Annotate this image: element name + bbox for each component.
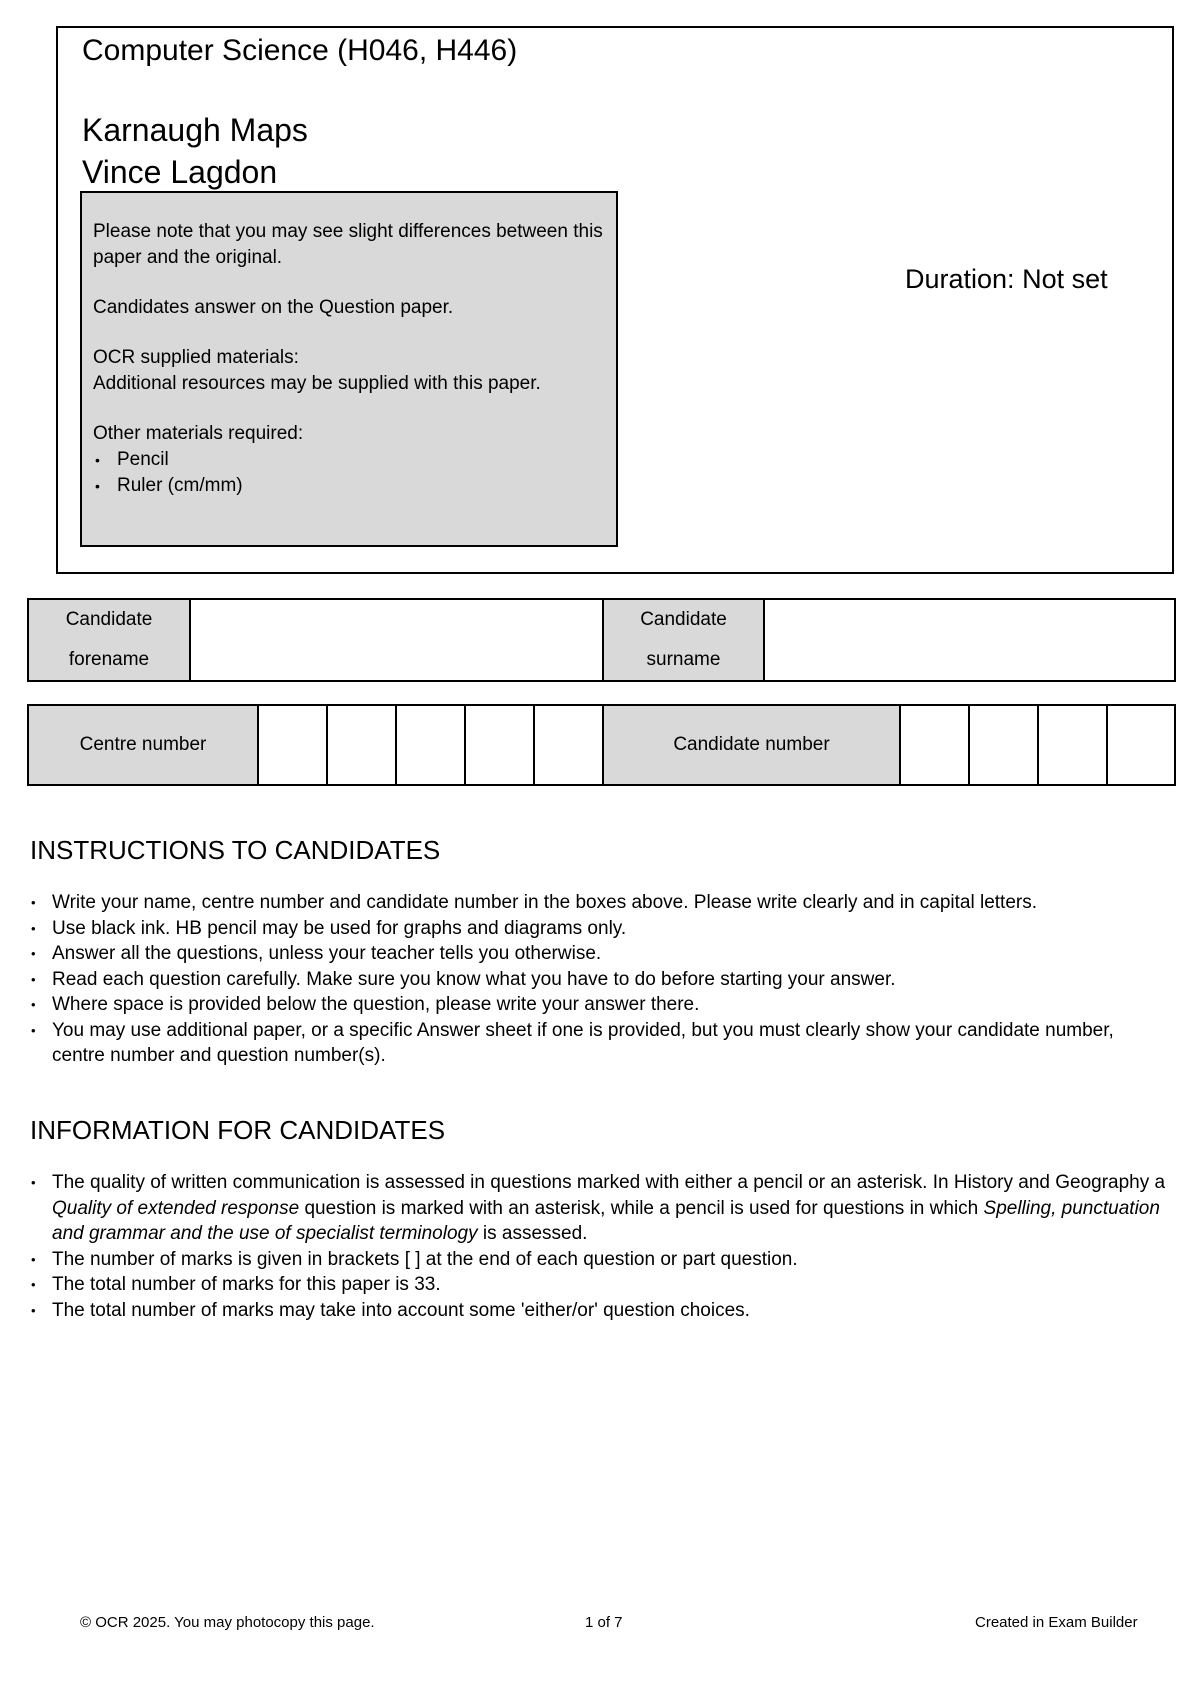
centre-number-label: Centre number [28, 705, 258, 785]
instruction-item: • Write your name, centre number and candidate number in the boxes above. Please write clearly and in capital letters. [30, 890, 1170, 916]
instruction-item: • Where space is provided below the question, please write your answer there. [30, 992, 1170, 1018]
paper-title: Karnaugh Maps [82, 112, 308, 148]
ocr-materials-heading: OCR supplied materials: [93, 347, 299, 368]
info-text: The quality of written communication is assessed in questions marked with either a pencil or an asterisk. In History and Geography a [52, 1172, 1166, 1193]
candidate-name-table [27, 598, 1176, 682]
note-line: Please note that you may see slight differences between this paper and the original. [93, 221, 603, 268]
instruction-item: • Use black ink. HB pencil may be used for graphs and diagrams only. [30, 916, 1170, 942]
forename-field[interactable] [190, 599, 603, 681]
candidate-number-box[interactable] [1107, 705, 1175, 785]
other-materials-heading: Other materials required: [93, 423, 304, 444]
info-text: is assessed. [477, 1223, 588, 1244]
ocr-materials-text: Additional resources may be supplied with this paper. [93, 373, 541, 394]
instructions-list [30, 890, 1170, 1069]
info-emphasis: Quality of extended response [52, 1197, 300, 1219]
centre-number-box[interactable] [327, 705, 396, 785]
instruction-item: • Answer all the questions, unless your teacher tells you otherwise. [30, 941, 1170, 967]
candidate-number-box[interactable] [900, 705, 969, 785]
duration-value: Not set [1022, 264, 1108, 294]
information-heading: INFORMATION FOR CANDIDATES [30, 1115, 446, 1145]
footer-created: Created in Exam Builder [975, 1614, 1138, 1631]
info-emphasis: Spelling, punctuation and grammar and the use of specialist terminology [52, 1197, 1160, 1244]
other-materials-list [93, 447, 605, 499]
candidate-number-label: Candidate number [603, 705, 900, 785]
forename-label: Candidate forename [28, 599, 190, 681]
notes-box [80, 191, 618, 547]
information-item: • The number of marks is given in brackets [ ] at the end of each question or part question. [30, 1247, 1170, 1273]
footer-copyright: © OCR 2025. You may photocopy this page. [80, 1614, 375, 1631]
surname-label: Candidate surname [603, 599, 764, 681]
duration-label: Duration: [905, 264, 1015, 294]
candidate-number-box[interactable] [969, 705, 1038, 785]
candidate-number-table [27, 704, 1176, 786]
duration [905, 264, 1108, 295]
centre-number-box[interactable] [396, 705, 465, 785]
centre-number-box[interactable] [258, 705, 327, 785]
paper-author: Vince Lagdon [82, 154, 278, 190]
answer-line: Candidates answer on the Question paper. [93, 297, 454, 318]
material-item: • Pencil [93, 447, 605, 473]
information-item: • The total number of marks may take into account some 'either/or' question choices. [30, 1298, 1170, 1324]
centre-number-box[interactable] [534, 705, 603, 785]
instruction-item: • Read each question carefully. Make sure you know what you have to do before starting your answer. [30, 967, 1170, 993]
information-list [30, 1170, 1170, 1323]
centre-number-box[interactable] [465, 705, 534, 785]
course-title: Computer Science (H046, H446) [82, 34, 518, 67]
instructions-heading: INSTRUCTIONS TO CANDIDATES [30, 835, 441, 865]
instruction-item: • You may use additional paper, or a specific Answer sheet if one is provided, but you must clearly show your candidate number, centre number and question number(s). [30, 1018, 1170, 1069]
information-item [30, 1170, 1170, 1247]
footer-page-number: 1 of 7 [585, 1614, 623, 1631]
material-item: • Ruler (cm/mm) [93, 473, 605, 499]
info-text: question is marked with an asterisk, while a pencil is used for questions in which [299, 1197, 984, 1219]
candidate-number-box[interactable] [1038, 705, 1107, 785]
surname-field[interactable] [764, 599, 1175, 681]
information-item: • The total number of marks for this paper is 33. [30, 1272, 1170, 1298]
